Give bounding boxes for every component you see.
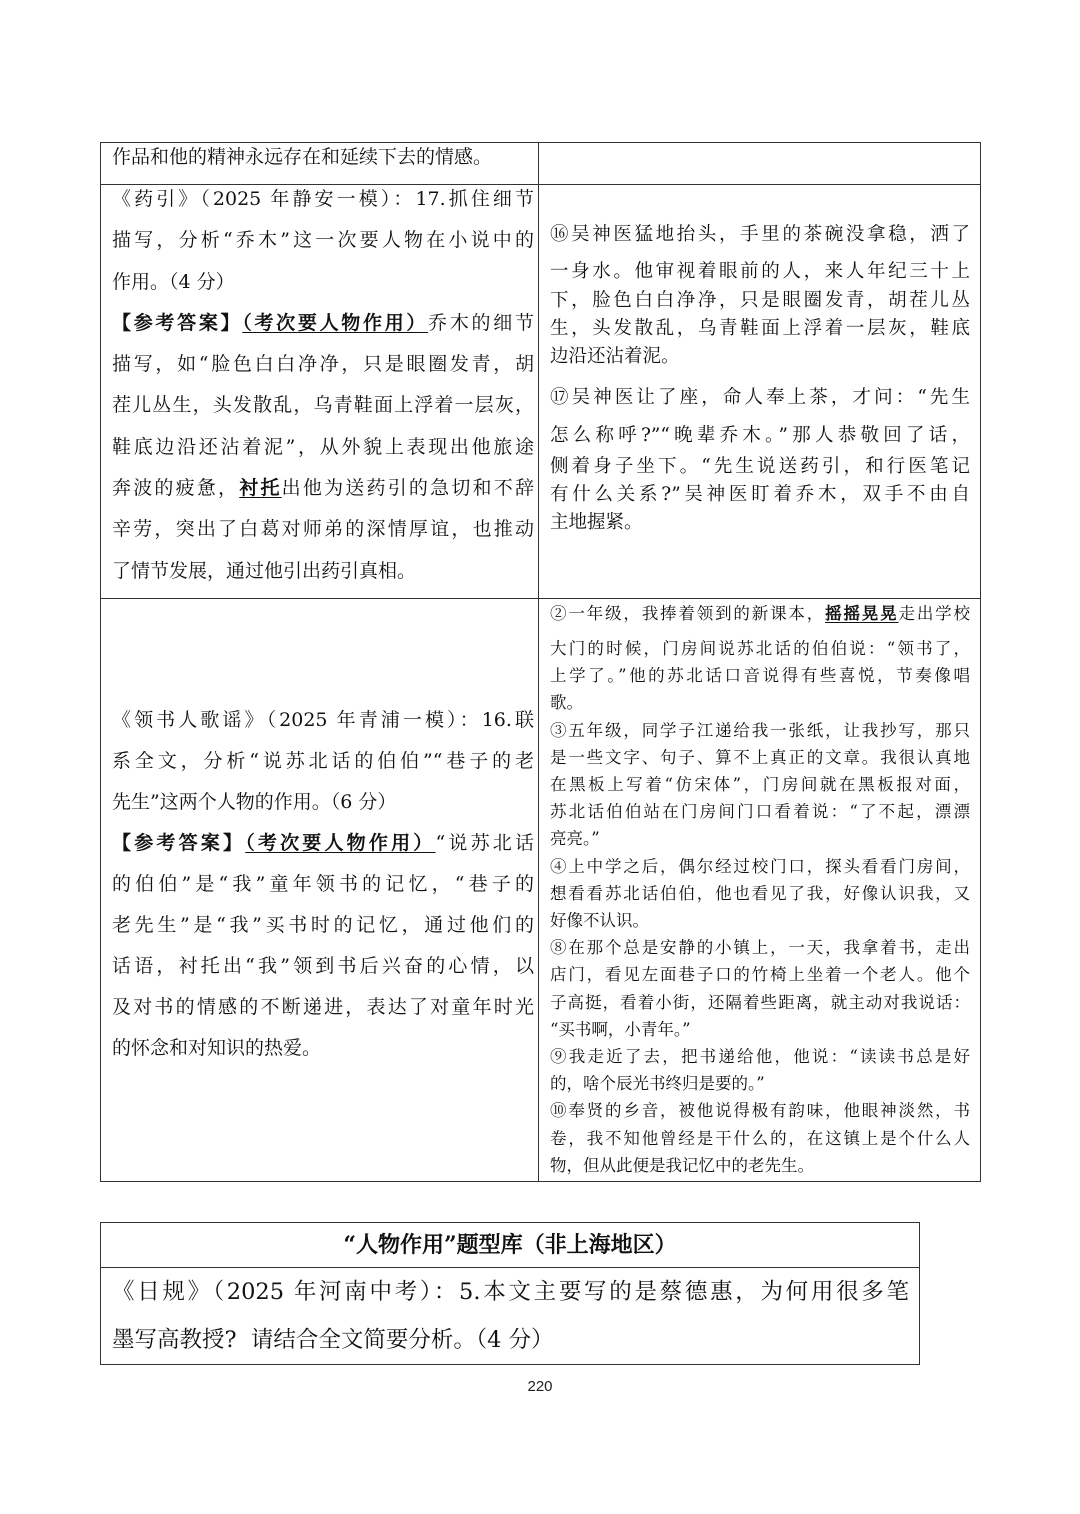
table-row [101, 185, 981, 599]
text-line: 的怀念和对知识的热爱。 [112, 1036, 322, 1059]
answer-label: 【参考答案】 [112, 831, 246, 854]
text-line: 茬儿丛生，头发散乱，乌青鞋面上浮着一层灰， [112, 394, 534, 417]
table-header-row [101, 1223, 920, 1268]
text-line: 墨写高教授? 请结合全文简要分析。（4 分） [112, 1327, 554, 1353]
text-line: ⑩奉贤的乡音，被他说得极有韵味，他眼神淡然，书 [550, 1101, 970, 1121]
table-cell-excerpt [539, 143, 981, 185]
text-line: 及对书的情感的不断递进，表达了对童年时光 [112, 995, 534, 1018]
text-line: 有什么关系?”吴神医盯着乔木，双手不由自 [550, 484, 970, 505]
text-line: 话语，衬托出“我”领到书后兴奋的心情，以 [112, 954, 534, 977]
text-line: ⑨我走近了去，把书递给他，他说：“读读书总是好 [550, 1047, 970, 1067]
table-cell-question [101, 598, 539, 1181]
text-line: 苏北话伯伯站在门房间门口看着说：“了不起，漂漂 [550, 802, 970, 822]
text-line [112, 303, 534, 344]
text-line: ⑯吴神医猛地抬头，手里的茶碗没拿稳，洒了 [550, 224, 970, 245]
table-row [101, 143, 981, 185]
text-line: 边沿还沾着泥。 [550, 346, 680, 367]
text-line: 《领书人歌谣》（2025 年青浦一模）：16.联 [112, 708, 534, 731]
text-line: 歌。 [550, 693, 583, 713]
text-line: 物，但从此便是我记忆中的老先生。 [550, 1155, 814, 1175]
text-line: 下，脸色白白净净，只是眼圈发青，胡茬儿丛 [550, 290, 970, 311]
text-line: 主地握紧。 [550, 512, 643, 533]
text-segment: “说苏北话 [435, 831, 534, 854]
answer-tag: （考次要人物作用） [245, 831, 436, 854]
table-cell-question [101, 185, 539, 599]
table-row [101, 1268, 920, 1365]
text-line: 作用。（4 分） [112, 270, 235, 293]
text-line: 子高挺，看着小街，还隔着些距离，就主动对我说话： [550, 992, 970, 1012]
text-line: 是一些文字、句子、算不上真正的文章。我很认真地 [550, 747, 970, 767]
text-line: 老先生”是“我”买书时的记忆，通过他们的 [112, 913, 534, 936]
text-line: 上学了。”他的苏北话口音说得有些喜悦，节奏像唱 [550, 666, 970, 686]
text-line: 在黑板上写着“仿宋体”，门房间就在黑板报对面， [550, 774, 970, 794]
text-line [550, 599, 970, 629]
text-segment: 走出学校 [898, 603, 971, 623]
table-cell-answer [101, 143, 539, 185]
text-segment: 出他为送药引的急切和不辞 [281, 477, 534, 500]
table-cell-excerpt [539, 598, 981, 1181]
text-line: 鞋底边沿还沾着泥”，从外貌上表现出他旅途 [112, 435, 534, 458]
text-line: 《药引》（2025 年静安一模）：17.抓住细节 [112, 188, 534, 210]
text-line: 的，啥个辰光书终归是要的。” [550, 1074, 765, 1094]
text-line: 辛劳，突出了白葛对师弟的深情厚谊，也推动 [112, 518, 534, 541]
answer-tag: （考次要人物作用） [242, 311, 429, 334]
text-line: 系全文，分析“说苏北话的伯伯”“巷子的老 [112, 749, 534, 772]
text-line: ③五年级，同学子江递给我一张纸，让我抄写，那只 [550, 720, 970, 740]
text-segment: 奔波的疲惫， [112, 477, 240, 500]
text-line: 描写，如“脸色白白净净，只是眼圈发青，胡 [112, 353, 534, 376]
table-row [101, 598, 981, 1181]
text-line: 大门的时候，门房间说苏北话的伯伯说：“领书了， [550, 638, 970, 658]
text-line: 作品和他的精神永远存在和延续下去的情感。 [112, 146, 493, 168]
table-cell-excerpt [539, 185, 981, 599]
cell-text [112, 700, 534, 1069]
text-line: 怎么称呼?”“晚辈乔木。”那人恭敬回了话， [550, 425, 970, 446]
text-line: 一身水。他审视着眼前的人，来人年纪三十上 [550, 261, 970, 282]
text-line: ⑧在那个总是安静的小镇上，一天，我拿着书，走出 [550, 938, 970, 958]
text-line: 侧着身子坐下。“先生说送药引，和行医笔记 [550, 456, 970, 477]
question-bank-table [100, 1222, 920, 1365]
text-line: 生，头发散乱，乌青鞋面上浮着一层灰，鞋底 [550, 318, 970, 339]
text-line: 好像不认识。 [550, 911, 649, 930]
text-line: 卷，我不知他曾经是干什么的，在这镇上是个什么人 [550, 1128, 970, 1148]
text-line: 亮亮。” [550, 829, 600, 849]
emphasis-word: 摇摇晃晃 [825, 603, 899, 623]
emphasis-word: 衬托 [239, 477, 282, 500]
page-number: 220 [527, 1378, 553, 1395]
table-cell-question [101, 1268, 920, 1365]
text-line: ⑰吴神医让了座，命人奉上茶，才问：“先生 [550, 387, 970, 408]
text-line [112, 823, 534, 864]
text-line: 先生”这两个人物的作用。（6 分） [112, 790, 397, 813]
answer-label: 【参考答案】 [112, 311, 243, 334]
text-line: 想看看苏北话伯伯，他也看见了我，好像认识我，又 [550, 883, 970, 903]
table-heading: “人物作用”题型库（非上海地区） [101, 1223, 920, 1268]
text-line: “买书啊，小青年。” [550, 1019, 691, 1039]
text-line [112, 468, 534, 509]
text-line: ④上中学之后，偶尔经过校门口，探头看看门房间， [550, 856, 970, 876]
text-line: 店门，看见左面巷子口的竹椅上坐着一个老人。他个 [550, 965, 970, 985]
text-line: 的伯伯”是“我”童年领书的记忆，“巷子的 [112, 872, 534, 895]
text-line: 描写，分析“乔木”这一次要人物在小说中的 [112, 229, 534, 252]
text-line: 了情节发展，通过他引出药引真相。 [112, 559, 417, 582]
analysis-table [100, 142, 981, 1182]
cell-text [112, 185, 534, 592]
cell-text [112, 143, 534, 179]
text-segment: ②一年级，我捧着领到的新课本， [550, 603, 826, 623]
text-segment: 乔木的细节 [428, 311, 534, 334]
text-line: 《日规》（2025 年河南中考）：5.本文主要写的是蔡德惠，为何用很多笔 [112, 1279, 909, 1305]
